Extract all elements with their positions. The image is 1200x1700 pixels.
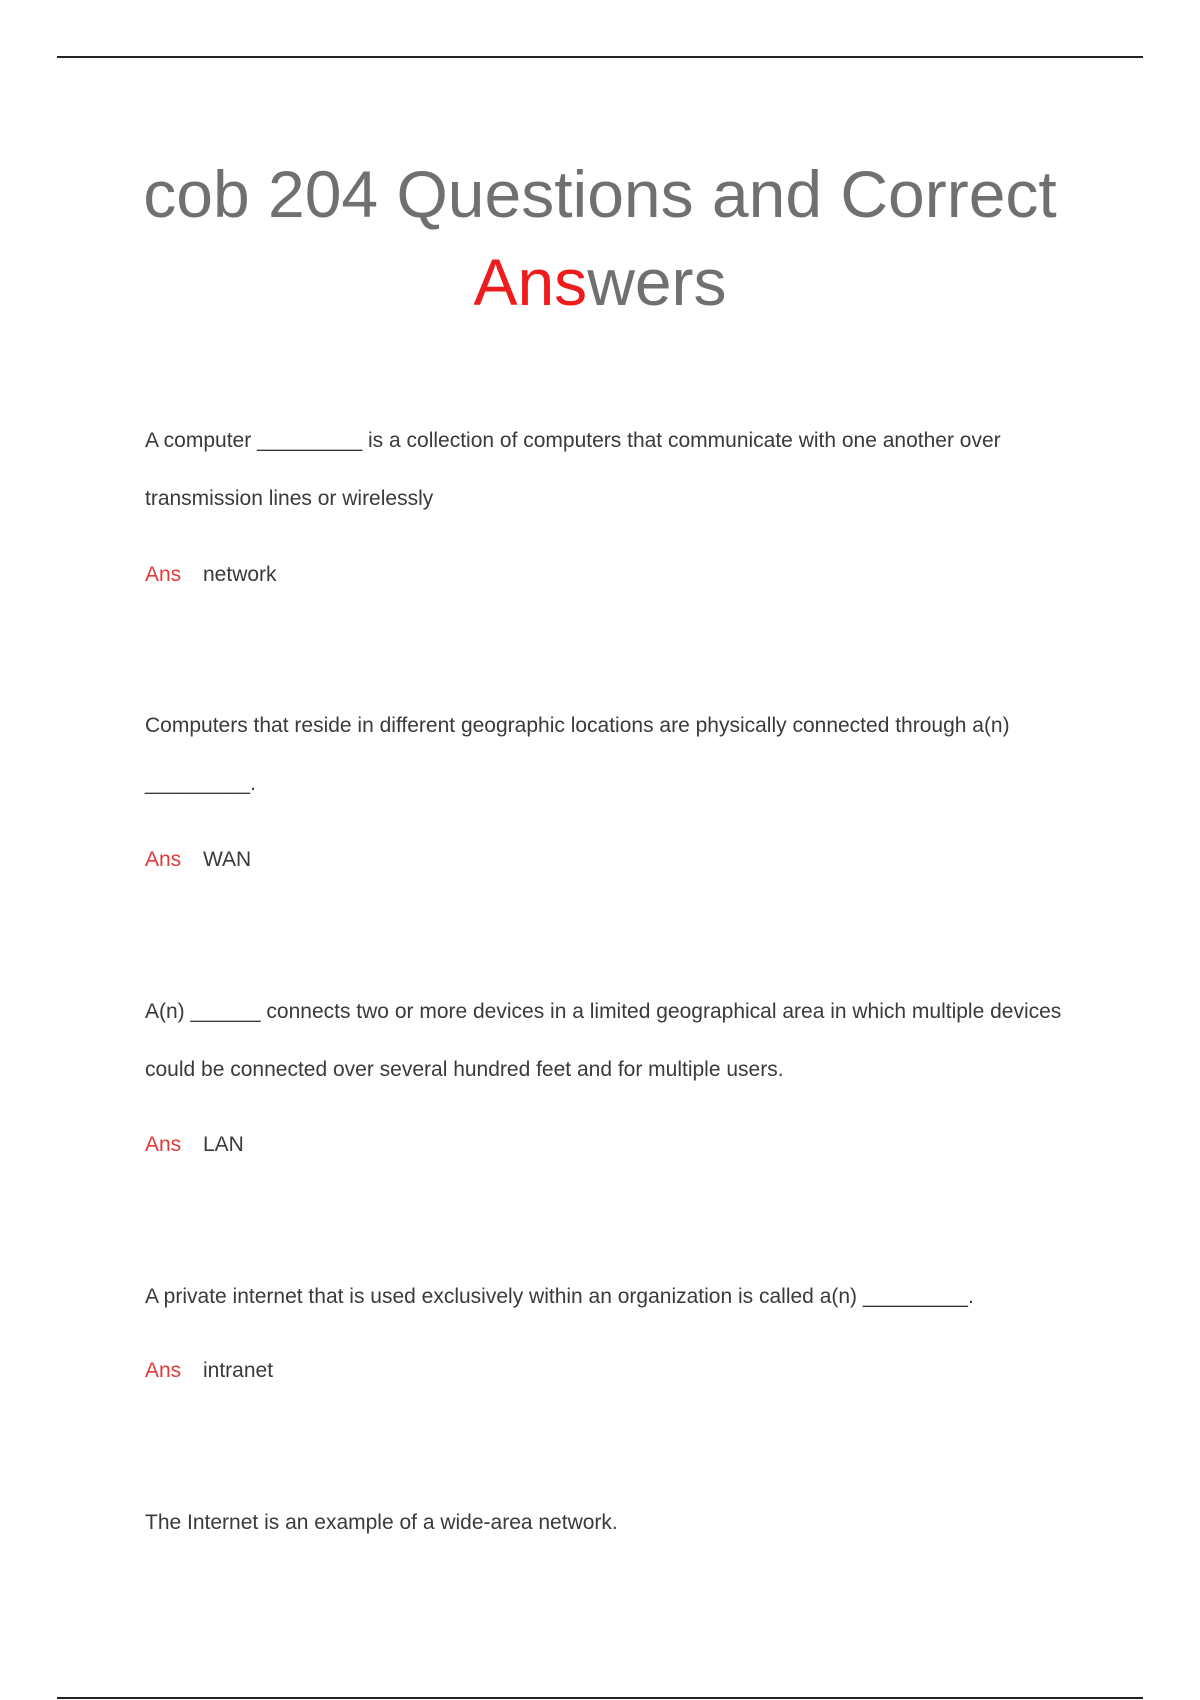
answer-text: intranet bbox=[203, 1359, 274, 1382]
question-text: The Internet is an example of a wide-area network. bbox=[145, 1511, 618, 1534]
question-block-3 bbox=[145, 983, 1085, 1099]
answer-line-2 bbox=[145, 848, 251, 872]
answer-label: Ans bbox=[145, 563, 182, 586]
answer-text: LAN bbox=[203, 1133, 244, 1156]
answer-label: Ans bbox=[145, 1133, 182, 1156]
title-highlight: Ans bbox=[473, 245, 588, 319]
question-block-4 bbox=[145, 1268, 1085, 1326]
answer-label: Ans bbox=[145, 848, 182, 871]
question-block-1 bbox=[145, 412, 1085, 528]
title-line-1: cob 204 Questions and Correct bbox=[143, 157, 1057, 231]
answer-line-3 bbox=[145, 1133, 244, 1157]
top-rule bbox=[57, 56, 1143, 58]
question-text: A private internet that is used exclusively within an organization is called a(n) _________. bbox=[145, 1285, 974, 1308]
title-line-2-rest: wers bbox=[587, 245, 727, 319]
document-title bbox=[100, 150, 1100, 326]
question-block-2 bbox=[145, 697, 1085, 813]
answer-line-4 bbox=[145, 1359, 273, 1383]
question-text: Computers that reside in different geographic locations are physically connected through a(n) _________. bbox=[145, 714, 1010, 795]
question-text: A(n) ______ connects two or more devices in a limited geographical area in which multiple devices could be connected over several hundred feet and for multiple users. bbox=[145, 1000, 1062, 1081]
question-text: A computer _________ is a collection of computers that communicate with one another over transmission lines or wirelessly bbox=[145, 429, 1001, 510]
answer-text: WAN bbox=[203, 848, 252, 871]
question-block-5 bbox=[145, 1494, 1085, 1552]
answer-text: network bbox=[203, 563, 277, 586]
bottom-rule bbox=[57, 1697, 1143, 1699]
answer-label: Ans bbox=[145, 1359, 182, 1382]
answer-line-1 bbox=[145, 563, 277, 587]
